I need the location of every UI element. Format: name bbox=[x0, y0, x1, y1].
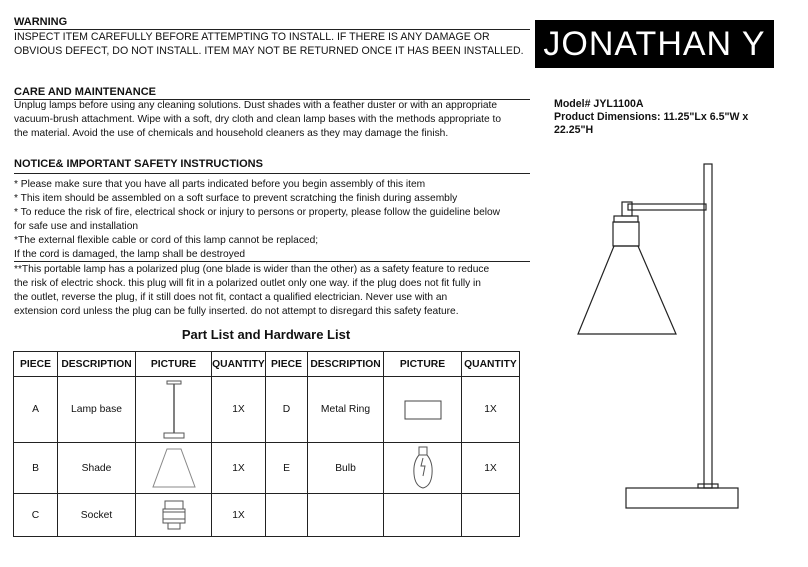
lamp-socket bbox=[613, 222, 639, 246]
table-header-row bbox=[14, 352, 520, 377]
notice-divider bbox=[14, 261, 530, 262]
header-picture: PICTURE bbox=[384, 352, 462, 377]
piece-cell: E bbox=[266, 443, 308, 494]
metal-ring-icon bbox=[403, 399, 443, 421]
quantity-cell: 1X bbox=[212, 494, 266, 537]
piece-cell: B bbox=[14, 443, 58, 494]
notice-line: *The external flexible cable or cord of this lamp cannot be replaced; bbox=[14, 235, 319, 246]
warning-title: WARNING bbox=[14, 16, 68, 28]
header-quantity: QUANTITY bbox=[212, 352, 266, 377]
lamp-shade bbox=[578, 246, 676, 334]
care-text bbox=[14, 99, 534, 141]
quantity-cell bbox=[462, 494, 520, 537]
quantity-cell: 1X bbox=[462, 443, 520, 494]
quantity-cell: 1X bbox=[212, 443, 266, 494]
product-spec bbox=[554, 98, 794, 137]
piece-cell bbox=[266, 494, 308, 537]
bulb-icon bbox=[411, 446, 435, 490]
piece-cell: D bbox=[266, 377, 308, 443]
description-cell: Lamp base bbox=[58, 377, 136, 443]
warning-line: INSPECT ITEM CAREFULLY BEFORE ATTEMPTING TO INSTALL. IF THERE IS ANY DAMAGE OR bbox=[14, 31, 490, 43]
care-line: Unplug lamps before using any cleaning solutions. Dust shades with a feather duster or with an appropriate bbox=[14, 100, 498, 111]
care-line: the material. Avoid the use of chemicals and household cleaners as they may damage the finish. bbox=[14, 128, 449, 139]
lamp-base-icon bbox=[154, 379, 194, 441]
notice-line: for safe use and installation bbox=[14, 221, 139, 232]
piece-cell: C bbox=[14, 494, 58, 537]
description-cell: Shade bbox=[58, 443, 136, 494]
plug-line: the outlet, reverse the plug, if it still does not fit, contact a qualified electrician. Never use with an bbox=[14, 292, 448, 303]
picture-cell bbox=[136, 443, 212, 494]
notice-line: If the cord is damaged, the lamp shall be destroyed bbox=[14, 249, 246, 260]
parts-table bbox=[13, 351, 520, 537]
care-title: CARE AND MAINTENANCE bbox=[14, 86, 156, 98]
notice-text bbox=[14, 178, 534, 262]
care-line: vacuum-brush attachment. Wipe with a soft, dry cloth and clean lamp bases with the methods appropriate to bbox=[14, 114, 501, 125]
product-dimensions-height: 22.25"H bbox=[554, 124, 594, 136]
header-quantity: QUANTITY bbox=[462, 352, 520, 377]
picture-cell bbox=[384, 494, 462, 537]
description-cell: Socket bbox=[58, 494, 136, 537]
brand-logo bbox=[535, 20, 774, 68]
description-cell: Metal Ring bbox=[308, 377, 384, 443]
warning-line: OBVIOUS DEFECT, DO NOT INSTALL. ITEM MAY NOT BE RETURNED ONCE IT HAS BEEN INSTALLED. bbox=[14, 45, 524, 57]
header-description: DESCRIPTION bbox=[58, 352, 136, 377]
warning-text bbox=[14, 30, 534, 58]
product-dimensions: Product Dimensions: 11.25"Lx 6.5"W x bbox=[554, 111, 749, 123]
quantity-cell: 1X bbox=[212, 377, 266, 443]
notice-rule bbox=[14, 173, 530, 174]
plug-text bbox=[14, 263, 534, 319]
quantity-cell: 1X bbox=[462, 377, 520, 443]
header-piece: PIECE bbox=[14, 352, 58, 377]
lamp-base bbox=[626, 488, 738, 508]
plug-line: **This portable lamp has a polarized plug (one blade is wider than the other) as a safety feature to reduce bbox=[14, 264, 490, 275]
description-cell bbox=[308, 494, 384, 537]
notice-line: * This item should be assembled on a soft surface to prevent scratching the finish during assembly bbox=[14, 193, 458, 204]
notice-line: * To reduce the risk of fire, electrical shock or injury to persons or property, please follow the guideline below bbox=[14, 207, 501, 218]
lamp-pole bbox=[704, 164, 712, 488]
socket-icon bbox=[159, 499, 189, 531]
lamp-arm bbox=[628, 204, 706, 210]
shade-icon bbox=[151, 447, 197, 489]
picture-cell bbox=[136, 377, 212, 443]
plug-line: extension cord unless the plug can be fully inserted. do not attempt to disregard this safety feature. bbox=[14, 306, 459, 317]
picture-cell bbox=[136, 494, 212, 537]
plug-line: the risk of electric shock. this plug will fit in a polarized outlet only one way. if the plug does not fit fully in bbox=[14, 278, 481, 289]
lamp-socket-top bbox=[614, 216, 638, 222]
picture-cell bbox=[384, 443, 462, 494]
table-row bbox=[14, 443, 520, 494]
table-row bbox=[14, 494, 520, 537]
header-picture: PICTURE bbox=[136, 352, 212, 377]
header-piece: PIECE bbox=[266, 352, 308, 377]
piece-cell: A bbox=[14, 377, 58, 443]
brand-logo-text: JONATHAN Y bbox=[543, 24, 766, 63]
notice-line: * Please make sure that you have all parts indicated before you begin assembly of this item bbox=[14, 179, 426, 190]
lamp-illustration bbox=[570, 160, 750, 520]
description-cell: Bulb bbox=[308, 443, 384, 494]
notice-title: NOTICE& IMPORTANT SAFETY INSTRUCTIONS bbox=[14, 158, 263, 170]
parts-title: Part List and Hardware List bbox=[181, 327, 351, 342]
header-description: DESCRIPTION bbox=[308, 352, 384, 377]
table-row bbox=[14, 377, 520, 443]
picture-cell bbox=[384, 377, 462, 443]
model-number: Model# JYL1100A bbox=[554, 98, 644, 110]
